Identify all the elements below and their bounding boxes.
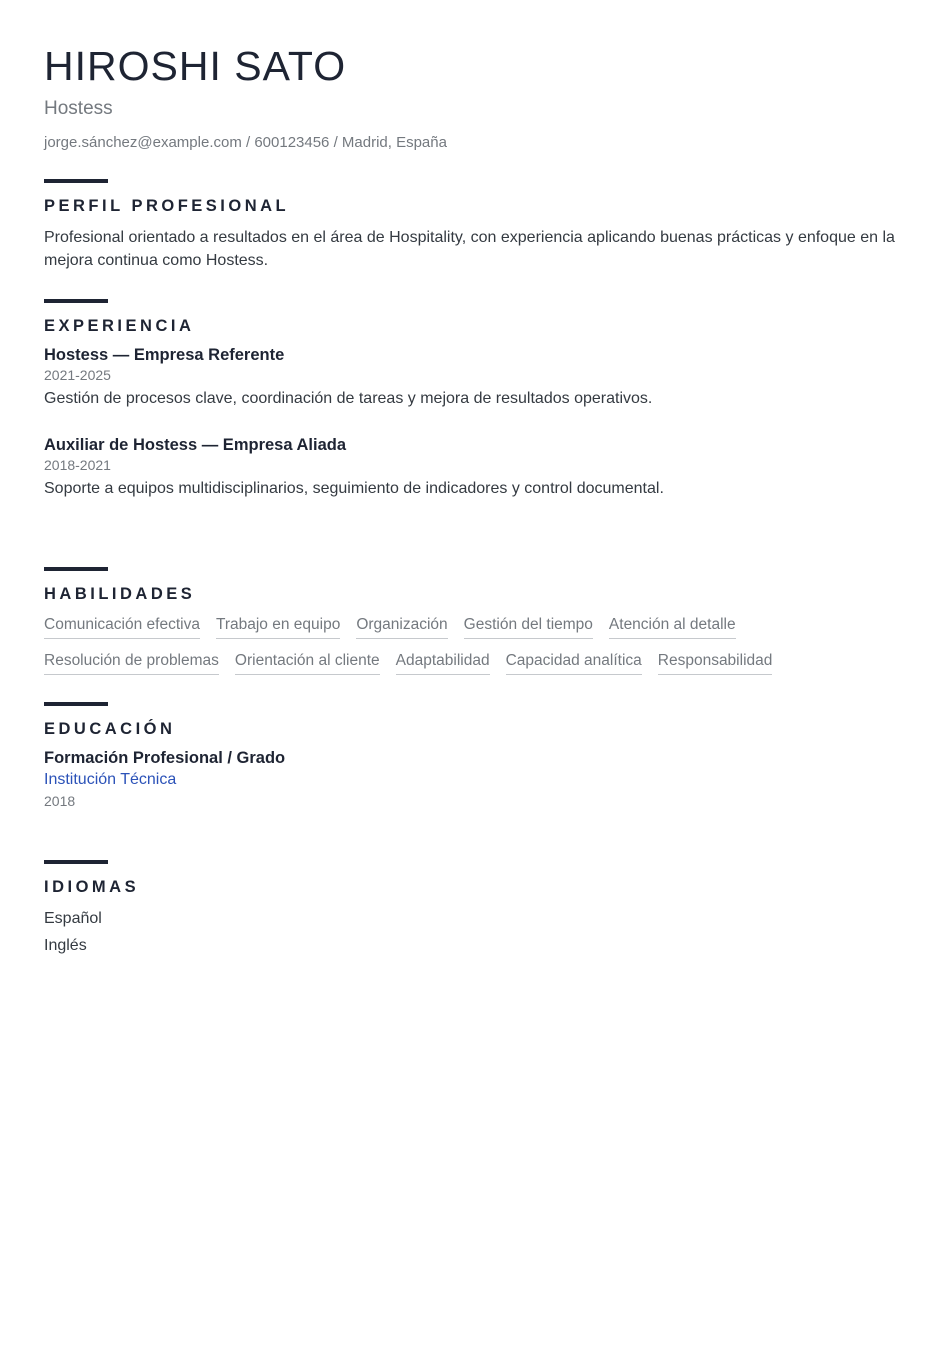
spacer (44, 809, 896, 833)
education-institution-link[interactable]: Institución Técnica (44, 770, 177, 788)
section-profile (44, 179, 896, 272)
contact-line: jorge.sánchez@example.com / 600123456 / Madrid, España (44, 133, 447, 151)
job-dates: 2018-2021 (44, 456, 111, 473)
language-item: Inglés (44, 937, 87, 955)
skill-item: Trabajo en equipo (216, 616, 340, 639)
job-title: Hostess — Empresa Referente (44, 346, 285, 365)
section-experience (44, 299, 896, 540)
job-description: Gestión de procesos clave, coordinación de tareas y mejora de resultados operativos. (44, 390, 653, 408)
languages-heading: IDIOMAS (44, 877, 140, 896)
skill-item: Capacidad analítica (506, 652, 642, 675)
skill-item: Responsabilidad (658, 652, 773, 675)
education-heading: EDUCACIÓN (44, 719, 176, 738)
skill-item: Atención al detalle (609, 616, 736, 639)
section-languages (44, 860, 896, 957)
profile-text: Profesional orientado a resultados en el área de Hospitality, con experiencia aplicando buenas prácticas y enfoque en la mejora continua como Hostess. (44, 228, 895, 269)
resume-header (44, 43, 896, 152)
spacer (44, 525, 896, 540)
skill-item: Comunicación efectiva (44, 616, 200, 639)
section-divider (44, 702, 108, 706)
job-dates: 2021-2025 (44, 367, 111, 384)
experience-entry (44, 346, 896, 410)
section-divider (44, 567, 108, 571)
section-divider (44, 179, 108, 183)
experience-entry (44, 436, 896, 500)
skill-item: Adaptabilidad (396, 652, 490, 675)
section-skills (44, 567, 896, 675)
language-item: Español (44, 909, 102, 927)
person-name: HIROSHI SATO (44, 43, 347, 89)
education-year: 2018 (44, 792, 76, 809)
skill-item: Orientación al cliente (235, 652, 380, 675)
job-title: Auxiliar de Hostess — Empresa Aliada (44, 435, 347, 454)
profile-heading: PERFIL PROFESIONAL (44, 196, 290, 215)
education-degree: Formación Profesional / Grado (44, 748, 286, 767)
skill-item: Organización (356, 616, 447, 639)
section-education (44, 702, 896, 833)
skill-item: Resolución de problemas (44, 652, 219, 675)
skills-list (44, 616, 896, 675)
experience-heading: EXPERIENCIA (44, 317, 195, 336)
person-job-title: Hostess (44, 98, 113, 119)
skill-item: Gestión del tiempo (464, 616, 593, 639)
section-divider (44, 860, 108, 864)
skills-heading: HABILIDADES (44, 584, 196, 603)
job-description: Soporte a equipos multidisciplinarios, seguimiento de indicadores y control documental. (44, 479, 664, 497)
section-divider (44, 299, 108, 303)
